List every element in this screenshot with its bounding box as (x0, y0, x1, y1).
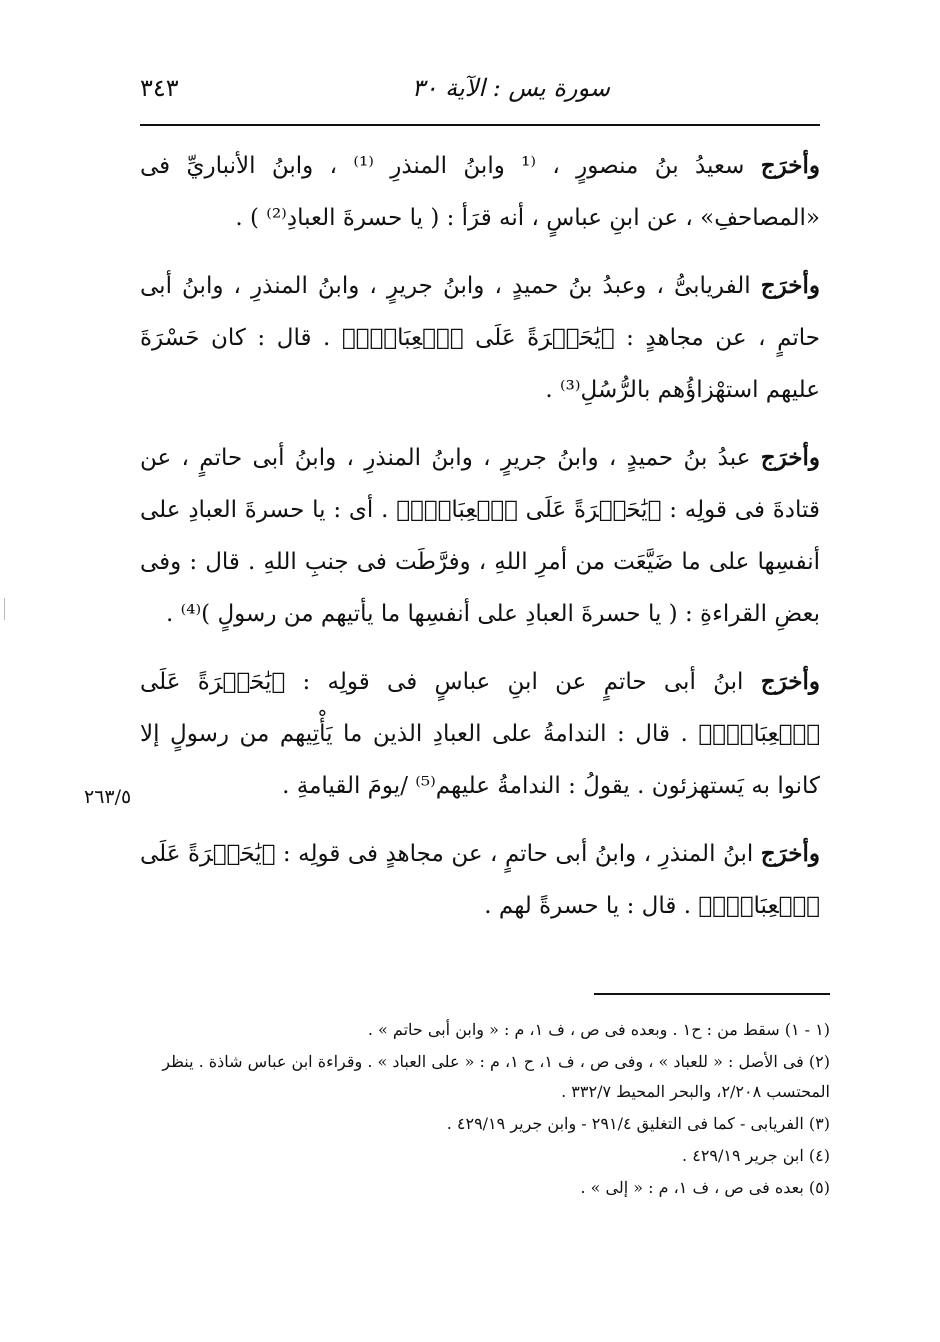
page-header (140, 68, 820, 118)
page-title: سورة يس : الآية ٣٠ (411, 74, 610, 102)
paragraph (140, 260, 820, 416)
footnote: (٢) فى الأصل : « للعباد » ، وفى ص ، ف ١، ح ١، م : « على العباد » . وقراءة ابن عباس شاذة . ينظر المحتسب ٢/٢٠٨، والبحر المحيط ٣٣٢/٧ . (162, 1052, 830, 1101)
paragraph-lead: وأخرَج (760, 152, 820, 179)
footnotes (140, 1015, 830, 1205)
footnote: (٥) بعده فى ص ، ف ١، م : « إلى » . (580, 1178, 830, 1197)
paragraph (140, 656, 820, 812)
header-rule (140, 124, 820, 126)
paragraph (140, 432, 820, 640)
paragraph-lead: وأخرَج (760, 840, 820, 867)
paragraph-text: سعيدُ بنُ منصورٍ ، ⁽¹ وابنُ المنذرِ ⁽¹⁾ ، وابنُ الأنباريِّ فى «المصاحفِ» ، عن ابنِ عباسٍ ، أنه قرَأ : ( يا حسرةَ العبادِ⁽²⁾ ) . (140, 153, 820, 231)
paragraph-text: ابنُ المنذرِ ، وابنُ أبى حاتمٍ ، عن مجاهدٍ فى قولِه : ﴿يَٰحَسۡرَةً عَلَى ٱلۡعِبَادِۚ﴾ . قال : يا حسرةً لهم . (140, 841, 820, 919)
paragraph-lead: وأخرَج (760, 444, 820, 471)
margin-reference: ٢٦٣/٥ (84, 786, 132, 808)
paragraph-text: ابنُ أبى حاتمٍ عن ابنِ عباسٍ فى قولِه : ﴿يَٰحَسۡرَةً عَلَى ٱلۡعِبَادِۚ﴾ . قال : الندامةُ على العبادِ الذين ما يَأْتِيهم من رسولٍ إلا كانوا به يَستهزئون . يقولُ : الندامةُ عليهم⁽⁵⁾ /يومَ القيامةِ . (140, 669, 820, 799)
paragraph-text: عبدُ بنُ حميدٍ ، وابنُ جريرٍ ، وابنُ المنذرِ ، وابنُ أبى حاتمٍ ، عن قتادةَ فى قولِه : ﴿يَٰحَسۡرَةً عَلَى ٱلۡعِبَادِۚ﴾ . أى : يا حسرةَ العبادِ على أنفسِها على ما ضَيَّعَت من أمرِ اللهِ ، وفرَّطَت فى جنبِ اللهِ . قال : وفى بعضِ القراءةِ : ( يا حسرةَ العبادِ على أنفسِها ما يأتيهم من رسولٍ )⁽⁴⁾ . (140, 445, 820, 627)
paragraph-lead: وأخرَج (760, 668, 820, 695)
paragraph (140, 828, 820, 932)
scan-edge-mark (4, 598, 11, 620)
paragraph-lead: وأخرَج (760, 272, 820, 299)
page-number: ٣٤٣ (140, 74, 179, 102)
paragraph (140, 140, 820, 244)
footnote: (٤) ابن جرير ٤٢٩/١٩ . (682, 1146, 830, 1165)
main-text (140, 140, 820, 948)
footnote: (٣) الفريابى - كما فى التغليق ٢٩١/٤ - وابن جرير ٤٢٩/١٩ . (446, 1114, 830, 1133)
footnote: (١ - ١) سقط من : ح١ . وبعده فى ص ، ف ١، م : « وابن أبى حاتم » . (367, 1020, 830, 1039)
footnote-separator (594, 993, 830, 995)
paragraph-text: الفريابىُّ ، وعبدُ بنُ حميدٍ ، وابنُ جريرٍ ، وابنُ المنذرِ ، وابنُ أبى حاتمٍ ، عن مجاهدٍ : ﴿يَٰحَسۡرَةً عَلَى ٱلۡعِبَادِۚ﴾ . قال : كان حَسْرَةَ عليهم استهْزاؤُهم بالرُّسُلِ⁽³⁾ . (140, 273, 820, 403)
